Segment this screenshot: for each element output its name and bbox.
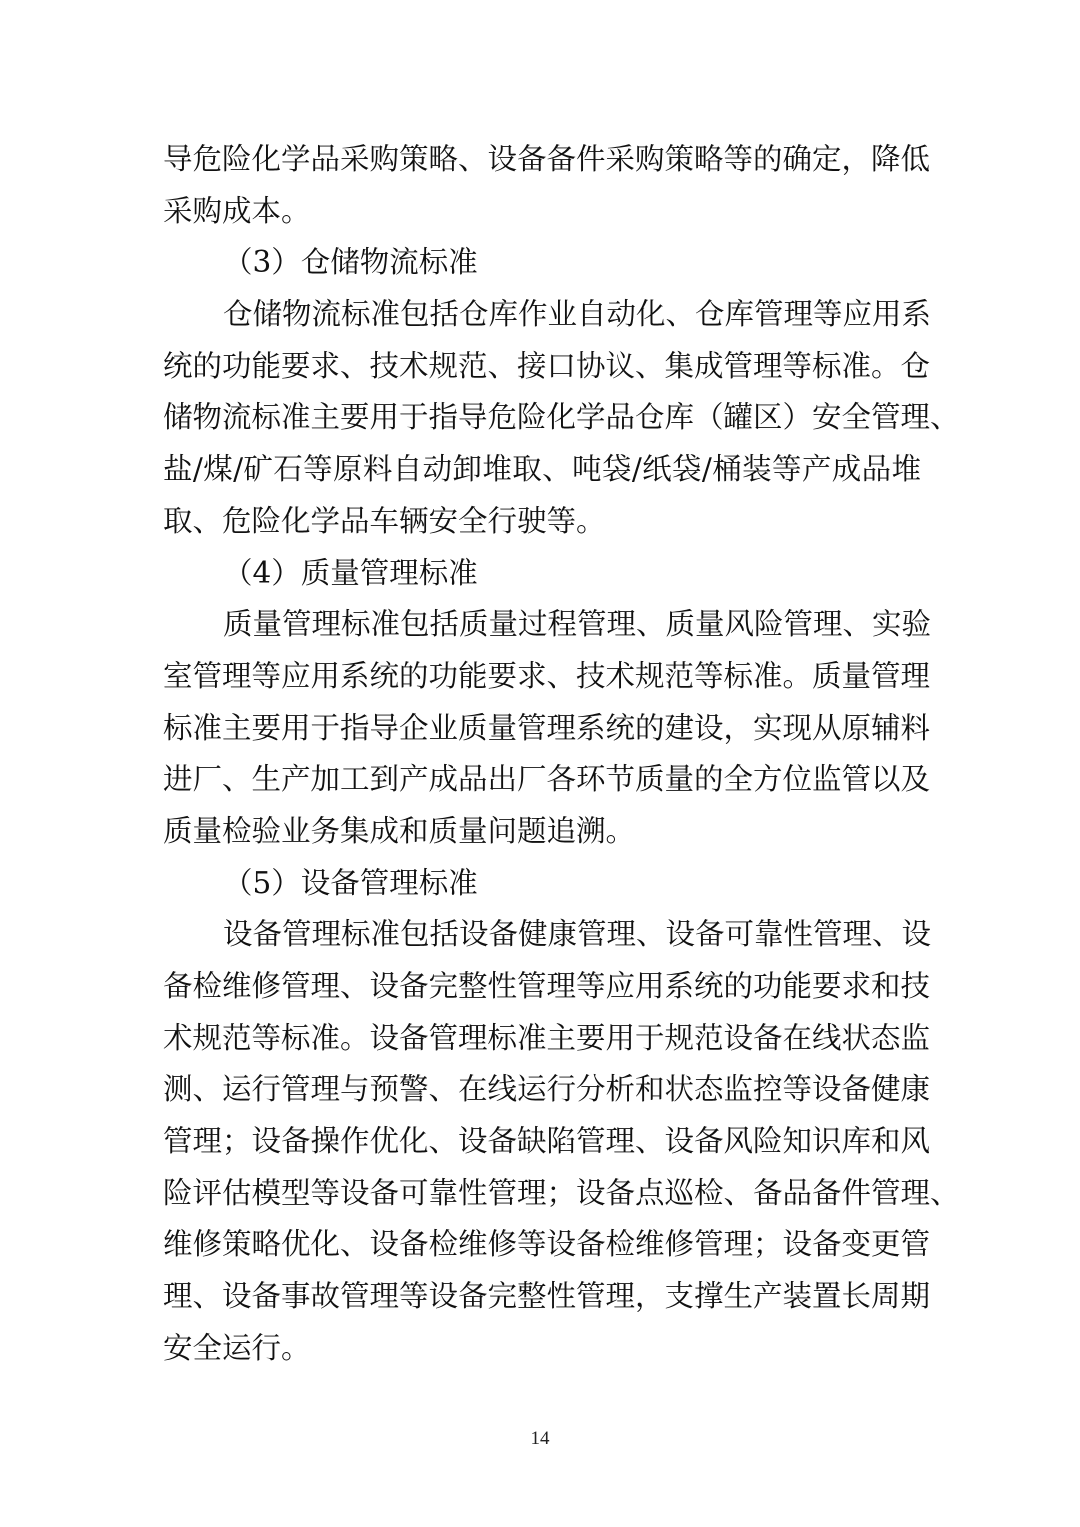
section-heading: （4）质量管理标准 — [223, 555, 478, 590]
text-line: 备检维修管理、设备完整性管理等应用系统的功能要求和技 — [163, 969, 931, 1003]
section-heading: （3）仓储物流标准 — [223, 245, 478, 280]
body-text — [163, 134, 960, 1375]
text-line: 导危险化学品采购策略、设备备件采购策略等的确定，降低 — [163, 142, 931, 176]
text-line: 标准主要用于指导企业质量管理系统的建设，实现从原辅料 — [163, 710, 931, 745]
text-line: 维修策略优化、设备检维修等设备检维修管理；设备变更管 — [163, 1227, 931, 1262]
text-line: 统的功能要求、技术规范、接口协议、集成管理等标准。仓 — [163, 348, 931, 383]
text-line: 设备管理标准包括设备健康管理、设备可靠性管理、设 — [223, 917, 932, 952]
text-line: 室管理等应用系统的功能要求、技术规范等标准。质量管理 — [163, 658, 931, 693]
text-line: 质量检验业务集成和质量问题追溯。 — [163, 813, 636, 848]
text-line: 采购成本。 — [163, 193, 311, 228]
text-line: 储物流标准主要用于指导危险化学品仓库（罐区）安全管理、 — [163, 400, 960, 435]
text-line: 险评估模型等设备可靠性管理；设备点巡检、备品备件管理、 — [163, 1175, 960, 1210]
text-line: 盐/煤/矿石等原料自动卸堆取、吨袋/纸袋/桶装等产成品堆 — [163, 452, 921, 487]
page-number: 14 — [530, 1428, 550, 1449]
text-line: 取、危险化学品车辆安全行驶等。 — [163, 503, 606, 538]
section-heading: （5）设备管理标准 — [223, 865, 478, 900]
text-line: 质量管理标准包括质量过程管理、质量风险管理、实验 — [223, 607, 932, 642]
text-line: 理、设备事故管理等设备完整性管理，支撑生产装置长周期 — [163, 1279, 931, 1314]
text-line: 进厂、生产加工到产成品出厂各环节质量的全方位监管以及 — [163, 762, 931, 797]
text-line: 管理；设备操作优化、设备缺陷管理、设备风险知识库和风 — [163, 1124, 931, 1159]
text-line: 仓储物流标准包括仓库作业自动化、仓库管理等应用系 — [223, 297, 932, 332]
text-line: 安全运行。 — [163, 1330, 311, 1365]
text-line: 术规范等标准。设备管理标准主要用于规范设备在线状态监 — [163, 1020, 931, 1055]
text-line: 测、运行管理与预警、在线运行分析和状态监控等设备健康 — [163, 1072, 931, 1107]
